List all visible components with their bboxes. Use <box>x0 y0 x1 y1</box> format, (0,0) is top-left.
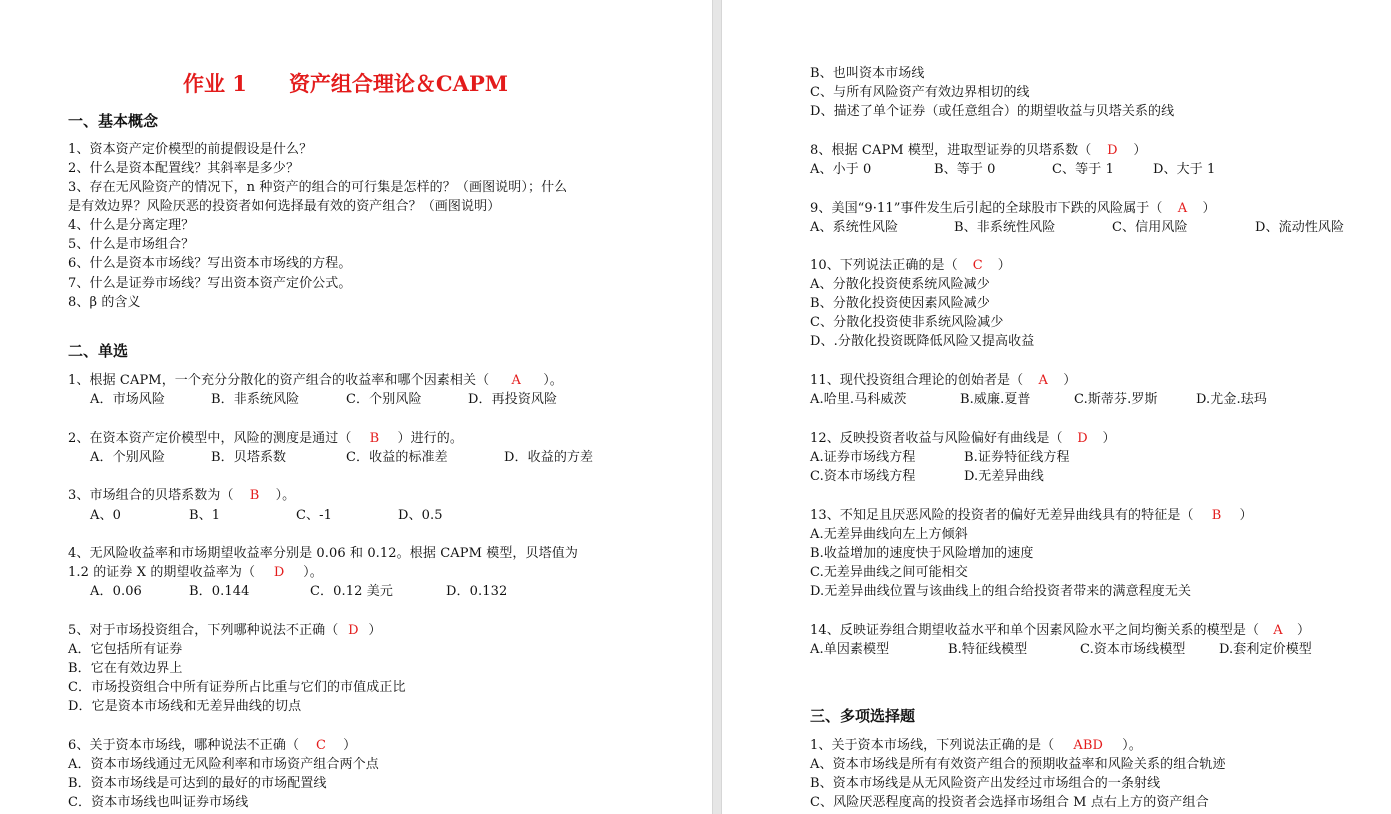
document-title <box>183 70 508 98</box>
question-text: 2、在资本资产定价模型中，风险的测度是通过（ <box>68 431 352 446</box>
question-text: 10、下列说法正确的是（ <box>810 258 958 273</box>
option: D、.分散化投资既降低风险又提高收益 <box>810 334 1035 349</box>
option: C、风险厌恶程度高的投资者会选择市场组合 M 点右上方的资产组合 <box>810 795 1209 810</box>
options-row <box>0 390 712 409</box>
question-text: ） <box>1063 373 1077 388</box>
question-10 <box>810 256 1011 275</box>
basic-line: 8、β 的含义 <box>68 295 141 310</box>
question-9 <box>810 199 1216 218</box>
option: C．市场投资组合中所有证券所占比重与它们的市值成正比 <box>68 680 406 695</box>
option: B．贝塔系数 <box>211 450 287 465</box>
answer-text: D <box>348 623 359 638</box>
option: A、小于 0 <box>810 162 872 177</box>
question-13 <box>810 506 1253 525</box>
option: A.证券市场线方程 <box>810 450 916 465</box>
option: D.无差异曲线位置与该曲线上的组合给投资者带来的满意程度无关 <box>810 584 1192 599</box>
answer-text: A <box>1038 373 1048 388</box>
option: D.套利定价模型 <box>1219 642 1312 657</box>
answer-text: A <box>1273 623 1283 638</box>
option: A．市场风险 <box>90 392 165 407</box>
question-11 <box>810 371 1076 390</box>
question-6 <box>68 736 356 755</box>
option: C、与所有风险资产有效边界相切的线 <box>810 85 1030 100</box>
option: C.资本市场线模型 <box>1080 642 1186 657</box>
question-8 <box>810 141 1146 160</box>
question-1 <box>68 371 563 390</box>
option: D.无差异曲线 <box>964 469 1044 484</box>
question-text: ）。 <box>543 373 563 388</box>
question-text: ）。 <box>1122 738 1142 753</box>
question-5 <box>68 621 381 640</box>
option: A.无差异曲线向左上方倾斜 <box>810 527 968 542</box>
options-row <box>722 448 1391 467</box>
page-divider <box>712 0 722 814</box>
question-text: ）。 <box>303 565 323 580</box>
option: C、等于 1 <box>1052 162 1114 177</box>
option: B.收益增加的速度快于风险增加的速度 <box>810 546 1034 561</box>
option: B、资本市场线是从无风险资产出发经过市场组合的一条射线 <box>810 776 1161 791</box>
question-4: 4、无风险收益率和市场期望收益率分别是 0.06 和 0.12。根据 CAPM 模型，贝塔值为 <box>68 546 578 561</box>
question-text: 11、现代投资组合理论的创始者是（ <box>810 373 1024 388</box>
option: D．再投资风险 <box>468 392 558 407</box>
option: C.斯蒂芬.罗斯 <box>1074 392 1158 407</box>
title-part2: 资产组合理论＆CAPM <box>288 71 508 96</box>
section-heading-single: 二、单选 <box>68 342 129 360</box>
option: B、分散化投资使因素风险减少 <box>810 296 990 311</box>
option: A．个别风险 <box>90 450 165 465</box>
option: D．收益的方差 <box>504 450 594 465</box>
option: C.资本市场线方程 <box>810 469 916 484</box>
answer-text: A <box>1177 201 1188 216</box>
question-text: ） <box>997 258 1011 273</box>
option: D.尤金.珐玛 <box>1196 392 1267 407</box>
option: D、大于 1 <box>1153 162 1216 177</box>
basic-line: 5、什么是市场组合？ <box>68 237 195 252</box>
answer-text: A <box>511 373 521 388</box>
option: A.单因素模型 <box>810 642 890 657</box>
section-heading-basic: 一、基本概念 <box>68 112 159 130</box>
question-text: 1、关于资本市场线，下列说法正确的是（ <box>810 738 1055 753</box>
option: B.特征线模型 <box>948 642 1028 657</box>
basic-line: 2、什么是资本配置线？其斜率是多少？ <box>68 161 300 176</box>
answer-text: D <box>273 565 285 580</box>
section-heading-multi: 三、多项选择题 <box>810 707 916 725</box>
option: A．它包括所有证券 <box>68 642 183 657</box>
answer-text: C <box>316 738 327 753</box>
option: C．个别风险 <box>346 392 422 407</box>
question-text: 6、关于资本市场线，哪种说法不正确（ <box>68 738 300 753</box>
basic-line: 是有效边界？风险厌恶的投资者如何选择最有效的资产组合？（画图说明） <box>68 199 501 214</box>
option: B．非系统风险 <box>211 392 300 407</box>
page-right <box>722 0 1391 814</box>
options-row <box>722 218 1391 237</box>
question-text: 8、根据 CAPM 模型，进取型证券的贝塔系数（ <box>810 143 1092 158</box>
question-text: 1.2 的证券 X 的期望收益率为（ <box>68 565 256 580</box>
question-text: 13、不知足且厌恶风险的投资者的偏好无差异曲线具有的特征是（ <box>810 508 1194 523</box>
option: A．资本市场线通过无风险利率和市场资产组合两个点 <box>68 757 379 772</box>
question-text: 5、对于市场投资组合，下列哪种说法不正确（ <box>68 623 339 638</box>
question-4-cont <box>68 563 323 582</box>
answer-text: B <box>1211 508 1222 523</box>
option: B．资本市场线是可达到的最好的市场配置线 <box>68 776 327 791</box>
option: A、系统性风险 <box>810 220 899 235</box>
option: C、分散化投资使非系统风险减少 <box>810 315 1004 330</box>
answer-text: D <box>1077 431 1088 446</box>
option: B、1 <box>189 508 221 523</box>
question-12 <box>810 429 1116 448</box>
question-text: ） <box>1202 201 1216 216</box>
options-row <box>722 467 1391 486</box>
question-text: 9、美国“9·11”事件发生后引起的全球股市下跌的风险属于（ <box>810 201 1163 216</box>
option: D、0.5 <box>398 508 443 523</box>
option: A、0 <box>90 508 121 523</box>
option: C、信用风险 <box>1112 220 1188 235</box>
basic-line: 6、什么是资本市场线？写出资本市场线的方程。 <box>68 256 352 271</box>
option: D．0.132 <box>446 584 508 599</box>
answer-text: B <box>369 431 380 446</box>
answer-text: D <box>1107 143 1118 158</box>
answer-text: C <box>972 258 983 273</box>
question-text: 14、反映证券组合期望收益水平和单个因素风险水平之间均衡关系的模型是（ <box>810 623 1260 638</box>
options-row <box>722 640 1391 659</box>
options-row <box>0 448 712 467</box>
question-text: ） <box>1239 508 1253 523</box>
option: C、-1 <box>296 508 333 523</box>
option: B.证券特征线方程 <box>964 450 1070 465</box>
basic-line: 4、什么是分离定理？ <box>68 218 195 233</box>
option: C．0.12 美元 <box>310 584 393 599</box>
option: B.威廉.夏普 <box>960 392 1031 407</box>
question-14 <box>810 621 1310 640</box>
option: A、资本市场线是所有有效资产组合的预期收益率和风险关系的组合轨迹 <box>810 757 1226 772</box>
option: A、分散化投资使系统风险减少 <box>810 277 990 292</box>
option: B．它在有效边界上 <box>68 661 183 676</box>
option: A.哈里.马科威茨 <box>810 392 907 407</box>
question-text: ）。 <box>275 488 296 503</box>
option: B、非系统性风险 <box>954 220 1056 235</box>
question-text: ） <box>1102 431 1116 446</box>
title-part1: 作业 1 <box>183 71 247 96</box>
question-m1 <box>810 736 1142 755</box>
answer-text: B <box>249 488 260 503</box>
question-text: ） <box>343 738 357 753</box>
option: D、描述了单个证券（或任意组合）的期望收益与贝塔关系的线 <box>810 104 1175 119</box>
basic-line: 7、什么是证券市场线？写出资本资产定价公式。 <box>68 276 352 291</box>
options-row <box>722 160 1391 179</box>
question-text: ） <box>1297 623 1311 638</box>
basic-line: 1、资本资产定价模型的前提假设是什么？ <box>68 142 313 157</box>
option: D．它是资本市场线和无差异曲线的切点 <box>68 699 302 714</box>
option: C．资本市场线也叫证券市场线 <box>68 795 249 810</box>
basic-line: 3、存在无风险资产的情况下，n 种资产的组合的可行集是怎样的？（画图说明）；什么 <box>68 180 568 195</box>
option: A．0.06 <box>90 584 142 599</box>
option: B、也叫资本市场线 <box>810 66 925 81</box>
options-row <box>0 582 712 601</box>
question-3 <box>68 486 295 505</box>
answer-text: ABD <box>1073 738 1103 753</box>
options-row <box>0 506 712 525</box>
question-text: 3、市场组合的贝塔系数为（ <box>68 488 234 503</box>
options-row <box>722 390 1391 409</box>
question-text: 12、反映投资者收益与风险偏好有曲线是（ <box>810 431 1063 446</box>
question-text: ） <box>1133 143 1147 158</box>
question-text: ）进行的。 <box>397 431 463 446</box>
option: B．0.144 <box>189 584 250 599</box>
question-2 <box>68 429 463 448</box>
option: B、等于 0 <box>934 162 996 177</box>
option: C．收益的标准差 <box>346 450 448 465</box>
option: C.无差异曲线之间可能相交 <box>810 565 968 580</box>
question-text: 1、根据 CAPM，一个充分分散化的资产组合的收益率和哪个因素相关（ <box>68 373 490 388</box>
option: D、流动性风险 <box>1255 220 1345 235</box>
question-text: ） <box>368 623 382 638</box>
